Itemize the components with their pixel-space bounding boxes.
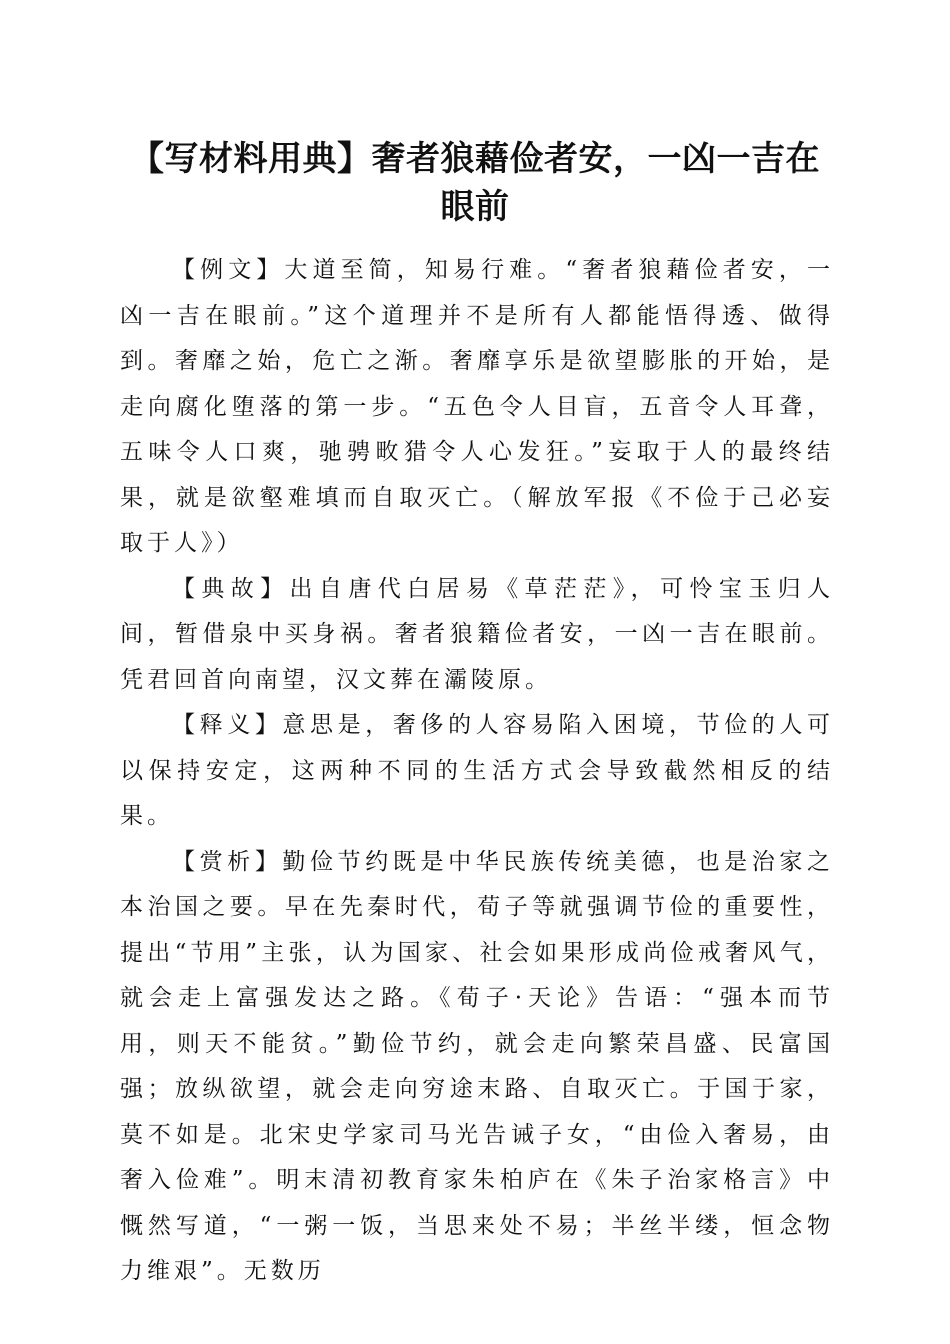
- document-title: 【写材料用典】奢者狼藉俭者安，一凶一吉在眼前: [130, 139, 820, 227]
- paragraph-meaning: 【释义】意思是，奢侈的人容易陷入困境，节俭的人可以保持安定，这两种不同的生活方式会导致截然相反的结果。: [120, 712, 834, 829]
- paragraph-appreciation: 【赏析】勤俭节约既是中华民族传统美德，也是治家之本治国之要。早在先秦时代，荀子等就强调节俭的重要性，提出“节用”主张，认为国家、社会如果形成尚俭戒奢风气，就会走上富强发达之路。《荀子·天论》告语：“强本而节用，则天不能贫。”勤俭节约，就会走向繁荣昌盛、民富国强；放纵欲望，就会走向穷途末路、自取灭亡。于国于家，莫不如是。北宋史学家司马光告诫子女，“由俭入奢易，由奢入俭难”。明末清初教育家朱柏庐在《朱子治家格言》中慨然写道，“一粥一饭，当思来处不易；半丝半缕，恒念物力维艰”。无数历: [120, 848, 834, 1284]
- paragraph-allusion: 【典故】出自唐代白居易《草茫茫》，可怜宝玉归人间，暂借泉中买身祸。奢者狼籍俭者安，一凶一吉在眼前。凭君回首向南望，汉文葬在灞陵原。: [120, 575, 834, 693]
- document-body: [120, 248, 834, 1295]
- paragraph-example: 【例文】大道至简，知易行难。“奢者狼藉俭者安，一凶一吉在眼前。”这个道理并不是所有人都能悟得透、做得到。奢靡之始，危亡之渐。奢靡享乐是欲望膨胀的开始，是走向腐化堕落的第一步。“五色令人目盲，五音令人耳聋，五味令人口爽，驰骋畋猎令人心发狂。”妄取于人的最终结果，就是欲壑难填而自取灭亡。（解放军报《不俭于己必妄取于人》）: [120, 257, 834, 556]
